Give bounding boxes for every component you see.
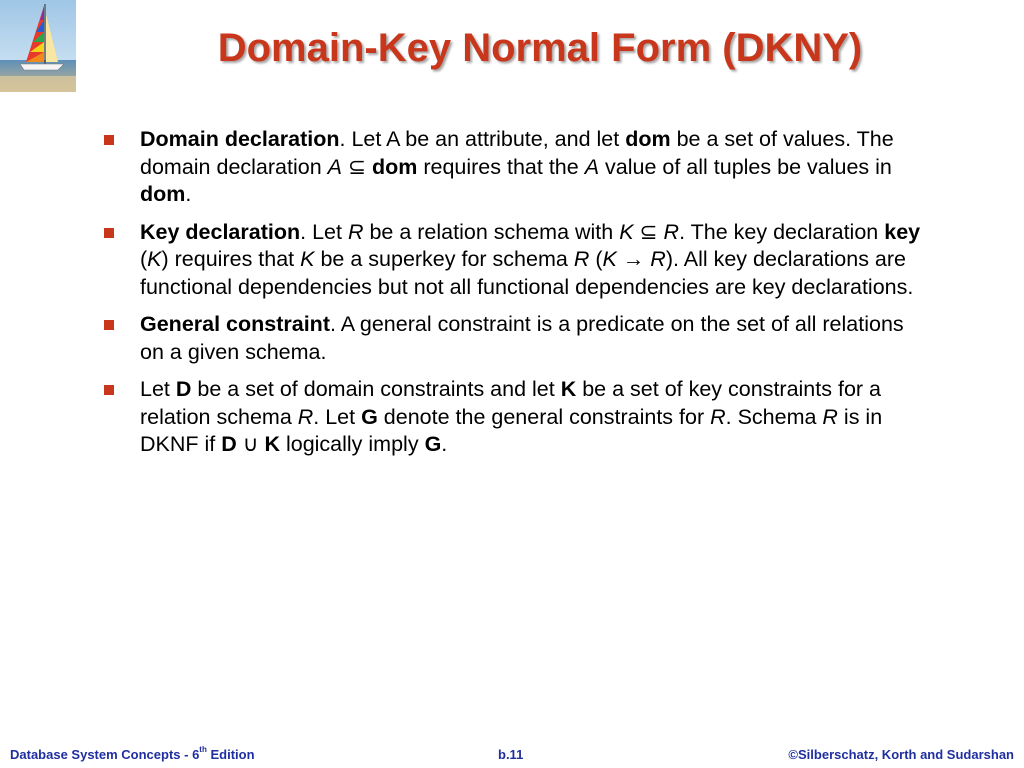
slide-number: b.11 [498,747,524,762]
term-inline: G [424,432,442,456]
body-text: denote the general constraints for [377,404,711,429]
page-title: Domain-Key Normal Form (DKNY) [217,26,863,70]
body-text: . [185,182,192,206]
body-text: be a superkey for schema [314,247,574,271]
footer-copyright: ©Silberschatz, Korth and Sudarshan [788,747,1014,762]
symbol-inline: K [619,219,634,244]
symbol-inline: A [584,154,600,179]
body-text: Let [140,377,176,401]
square-bullet-icon [104,385,114,395]
symbol-inline: K [300,247,315,271]
body-text: . A general constraint is a predicate on the set of all relations on a given schema. [140,312,904,364]
term-inline: D [221,432,237,456]
term-label: Domain declaration [140,127,340,151]
body-text: logically imply [279,432,425,456]
term-inline: key [884,219,921,244]
symbol-inline: A [327,154,342,179]
symbol-inline: R [710,404,726,429]
body-text: . Let A be an attribute, and let [339,127,626,151]
term-inline: D [175,377,192,401]
symbol-inline: R [663,219,680,244]
body-text: . Let [313,404,362,429]
body-text: requires that the [417,154,585,179]
footer-edition-text: Edition [206,747,255,762]
symbol-inline: R [297,404,314,429]
term-label: General constraint [140,312,330,336]
body-text: be a relation schema with [363,219,620,244]
symbol-inline: K [602,247,617,271]
subset-symbol: ⊆ [633,219,664,244]
term-inline: K [264,432,280,456]
symbol-inline: R [347,219,364,244]
footer [0,740,1024,768]
square-bullet-icon [104,135,114,145]
term-inline: dom [371,154,418,179]
symbol-inline: K [147,247,162,271]
term-inline: dom [625,127,671,151]
sailboat-icon [0,0,76,92]
body-text: ( [140,247,148,271]
body-text: value of all tuples be values in [599,154,892,179]
body-text: be a set of key constraints for a relation schema [140,377,881,429]
body-text: be a set of domain constraints and let [191,377,561,401]
arrow-symbol: → [616,247,651,271]
symbol-inline: R [650,247,666,271]
bullet-list [104,126,924,469]
square-bullet-icon [104,320,114,330]
list-item [104,376,924,459]
list-item [104,311,924,366]
footer-book-title-text: Database System Concepts - 6 [10,747,200,762]
list-item [104,219,924,302]
body-text: ( [589,247,603,271]
body-text: be a set of values. The domain declaration [140,127,894,179]
square-bullet-icon [104,228,114,238]
body-text: is in DKNF if [140,404,883,456]
body-text: . Schema [725,404,823,429]
term-inline: dom [140,182,186,206]
footer-book-title [10,747,255,762]
body-text: ). All key declarations are functional dependencies but not all functional dependencies are key declarations. [140,247,914,299]
body-text: ) requires that [161,247,301,271]
union-symbol: ∪ [236,432,265,456]
symbol-inline: R [573,247,590,271]
term-inline: K [560,377,577,401]
body-text: . The key declaration [679,219,885,244]
term-label: Key declaration [140,219,301,244]
list-item [104,126,924,209]
subset-symbol: ⊆ [342,154,372,179]
symbol-inline: R [822,404,838,429]
term-inline: G [361,404,378,429]
footer-superscript: th [199,745,207,754]
body-text: . [441,432,448,456]
body-text: . Let [300,219,348,244]
